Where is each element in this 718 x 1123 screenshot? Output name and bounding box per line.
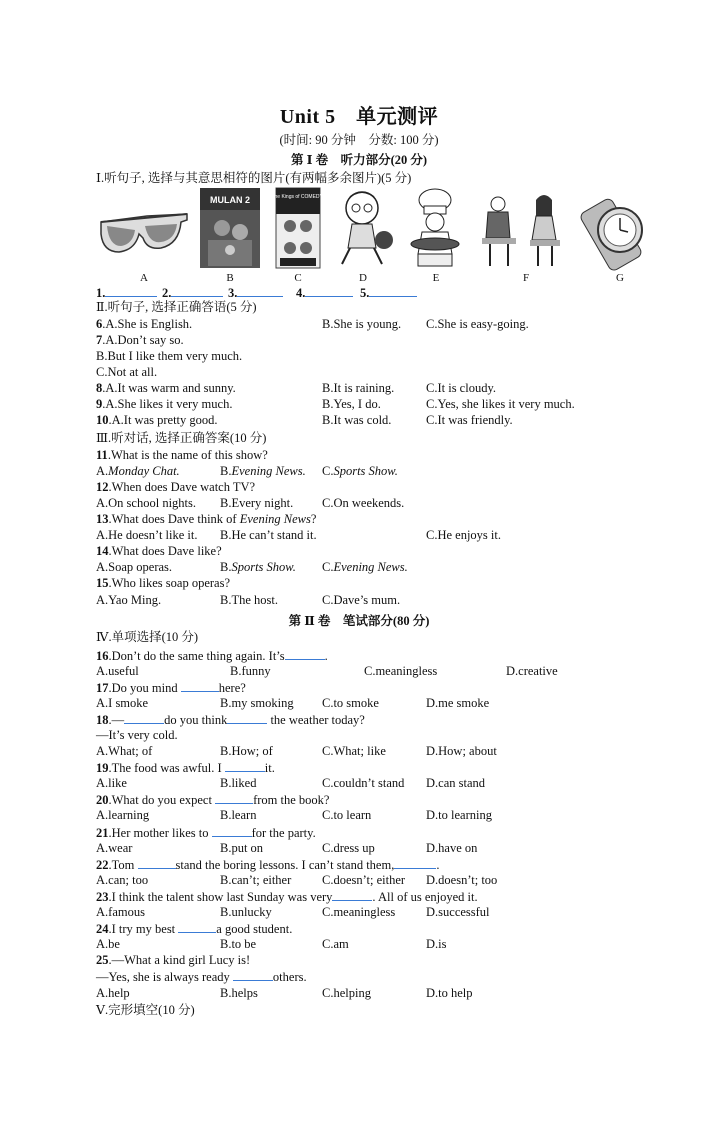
mulan-poster-text: MULAN 2 <box>210 195 250 205</box>
q8-option-c: C.It is cloudy. <box>426 381 497 395</box>
picture-label-a: A <box>140 272 148 284</box>
q24-question: 24.I try my best a good student. <box>96 922 293 936</box>
q11-option-b: B.Evening News. <box>220 464 306 478</box>
q13-question: 13.What does Dave think of Evening News? <box>96 512 317 526</box>
answer-blank-2[interactable]: 2. <box>162 285 223 301</box>
q16-option-c: C.meaningless <box>364 664 438 678</box>
q25-option-d: D.to help <box>426 986 473 1000</box>
q17-option-b: B.my smoking <box>220 696 294 710</box>
q25-question: 25.—What a kind girl Lucy is! <box>96 953 251 967</box>
q25-option-a: A.help <box>96 986 130 1000</box>
q18-option-d: D.How; about <box>426 744 497 758</box>
picture-label-f: F <box>522 272 530 284</box>
q19-option-b: B.liked <box>220 776 257 790</box>
q22-option-b: B.can’t; either <box>220 873 292 887</box>
interview-picture <box>478 188 568 268</box>
q21-blank[interactable] <box>212 825 252 837</box>
section1-heading: Ⅰ.听句子, 选择与其意思相符的图片(有两幅多余图片)(5 分) <box>96 171 412 185</box>
q22-option-c: C.doesn’t; either <box>322 873 406 887</box>
q6-option-b: B.She is young. <box>322 317 402 331</box>
q21-option-c: C.dress up <box>322 841 375 855</box>
q24-option-b: B.to be <box>220 937 257 951</box>
kings-of-comedy-poster-picture <box>273 188 323 268</box>
section4-heading: Ⅳ.单项选择(10 分) <box>96 630 199 644</box>
sunglasses-picture <box>97 204 191 264</box>
q7-option-c: C.Not at all. <box>96 365 158 379</box>
q21-question: 21.Her mother likes to for the party. <box>96 826 316 840</box>
q20-question: 20.What do you expect from the book? <box>96 793 330 807</box>
q17-option-c: C.to smoke <box>322 696 379 710</box>
answer-blank-5[interactable]: 5. <box>360 285 417 301</box>
q10-option-b: B.It was cold. <box>322 413 392 427</box>
section5-heading: Ⅴ.完形填空(10 分) <box>96 1003 195 1017</box>
q15-option-b: B.The host. <box>220 593 278 607</box>
q19-option-a: A.like <box>96 776 127 790</box>
q20-option-d: D.to learning <box>426 808 492 822</box>
q25-option-b: B.helps <box>220 986 258 1000</box>
q13-option-c: C.He enjoys it. <box>426 528 501 542</box>
q9-option-c: C.Yes, she likes it very much. <box>426 397 575 411</box>
q23-question: 23.I think the talent show last Sunday was very . All of us enjoyed it. <box>96 890 478 904</box>
q24-option-d: D.is <box>426 937 447 951</box>
q22-option-a: A.can; too <box>96 873 149 887</box>
q12-option-c: C.On weekends. <box>322 496 405 510</box>
watch-picture <box>584 194 658 266</box>
q12-option-a: A.On school nights. <box>96 496 196 510</box>
q17-blank[interactable] <box>181 680 219 692</box>
q15-option-c: C.Dave’s mum. <box>322 593 401 607</box>
q18-blank-1[interactable] <box>124 712 164 724</box>
q23-option-b: B.unlucky <box>220 905 272 919</box>
q14-option-c: C.Evening News. <box>322 560 408 574</box>
section2-heading: Ⅱ.听句子, 选择正确答语(5 分) <box>96 300 257 314</box>
q8-option-a: 8.A.It was warm and sunny. <box>96 381 236 395</box>
q21-option-b: B.put on <box>220 841 264 855</box>
page-subtitle: (时间: 90 分钟 分数: 100 分) <box>279 133 439 147</box>
answer-blank-3[interactable]: 3. <box>228 285 283 301</box>
picture-label-e: E <box>432 272 440 284</box>
mulan-poster-picture <box>200 188 260 268</box>
q22-question: 22.Tom stand the boring lessons. I can’t stand them, . <box>96 858 440 872</box>
q19-blank[interactable] <box>225 760 265 772</box>
q23-option-a: A.famous <box>96 905 145 919</box>
basketball-boy-picture <box>334 188 396 268</box>
q21-option-a: A.wear <box>96 841 133 855</box>
q8-option-b: B.It is raining. <box>322 381 395 395</box>
q16-option-a: A.useful <box>96 664 139 678</box>
q24-option-a: A.be <box>96 937 120 951</box>
answer-blank-1[interactable]: 1. <box>96 285 157 301</box>
q18-option-b: B.How; of <box>220 744 273 758</box>
q16-option-b: B.funny <box>230 664 271 678</box>
q14-question: 14.What does Dave like? <box>96 544 222 558</box>
q17-option-a: A.I smoke <box>96 696 149 710</box>
q15-question: 15.Who likes soap operas? <box>96 576 230 590</box>
q22-blank-1[interactable] <box>138 857 176 869</box>
answer-blank-4[interactable]: 4. <box>296 285 353 301</box>
q25-response: —Yes, she is always ready others. <box>96 970 307 984</box>
q12-option-b: B.Every night. <box>220 496 294 510</box>
q6-option-c: C.She is easy-going. <box>426 317 529 331</box>
q14-option-b: B.Sports Show. <box>220 560 296 574</box>
q11-option-a: A.Monday Chat. <box>96 464 180 478</box>
part1-heading: 第 Ⅰ 卷 听力部分(20 分) <box>290 153 428 167</box>
q21-option-d: D.have on <box>426 841 478 855</box>
q18-question: 18.— do you think the weather today? <box>96 713 365 727</box>
q22-blank-2[interactable] <box>394 857 436 869</box>
q20-option-b: B.learn <box>220 808 257 822</box>
q25-blank[interactable] <box>233 969 273 981</box>
q18-option-c: C.What; like <box>322 744 386 758</box>
q25-option-c: C.helping <box>322 986 371 1000</box>
q16-option-d: D.creative <box>506 664 558 678</box>
q17-question: 17.Do you mind here? <box>96 681 246 695</box>
q23-blank[interactable] <box>332 889 372 901</box>
q24-blank[interactable] <box>178 921 216 933</box>
q16-blank[interactable] <box>285 648 325 660</box>
q22-option-d: D.doesn’t; too <box>426 873 498 887</box>
q9-option-a: 9.A.She likes it very much. <box>96 397 233 411</box>
picture-label-b: B <box>226 272 234 284</box>
picture-label-d: D <box>359 272 367 284</box>
q7-option-a: 7.A.Don’t say so. <box>96 333 184 347</box>
chef-picture <box>404 188 466 268</box>
picture-label-c: C <box>294 272 302 284</box>
q18-blank-2[interactable] <box>227 712 267 724</box>
q23-option-d: D.successful <box>426 905 490 919</box>
part2-heading: 第 Ⅱ 卷 笔试部分(80 分) <box>288 614 430 628</box>
q18-response: —It’s very cold. <box>96 728 178 742</box>
page-title: Unit 5 单元测评 <box>279 106 439 128</box>
q13-option-a: A.He doesn’t like it. <box>96 528 198 542</box>
q10-option-c: C.It was friendly. <box>426 413 513 427</box>
q12-question: 12.When does Dave watch TV? <box>96 480 256 494</box>
q24-option-c: C.am <box>322 937 349 951</box>
q11-option-c: C.Sports Show. <box>322 464 398 478</box>
q7-option-b: B.But I like them very much. <box>96 349 243 363</box>
q16-question: 16.Don’t do the same thing again. It’s . <box>96 649 328 663</box>
q19-option-d: D.can stand <box>426 776 486 790</box>
q13-option-b: B.He can’t stand it. <box>220 528 317 542</box>
q6-option-a: 6.A.She is English. <box>96 317 193 331</box>
q14-option-a: A.Soap operas. <box>96 560 173 574</box>
q20-option-c: C.to learn <box>322 808 372 822</box>
q19-option-c: C.couldn’t stand <box>322 776 405 790</box>
q18-option-a: A.What; of <box>96 744 153 758</box>
q20-blank[interactable] <box>215 792 253 804</box>
q20-option-a: A.learning <box>96 808 150 822</box>
q19-question: 19.The food was awful. I it. <box>96 761 275 775</box>
q15-option-a: A.Yao Ming. <box>96 593 162 607</box>
q10-option-a: 10.A.It was pretty good. <box>96 413 218 427</box>
q9-option-b: B.Yes, I do. <box>322 397 381 411</box>
comedy-poster-text: the Kings of COMEDY <box>273 194 323 200</box>
q17-option-d: D.me smoke <box>426 696 490 710</box>
q11-question: 11.What is the name of this show? <box>96 448 268 462</box>
section3-heading: Ⅲ.听对话, 选择正确答案(10 分) <box>96 431 267 445</box>
picture-label-g: G <box>616 272 624 284</box>
q23-option-c: C.meaningless <box>322 905 396 919</box>
